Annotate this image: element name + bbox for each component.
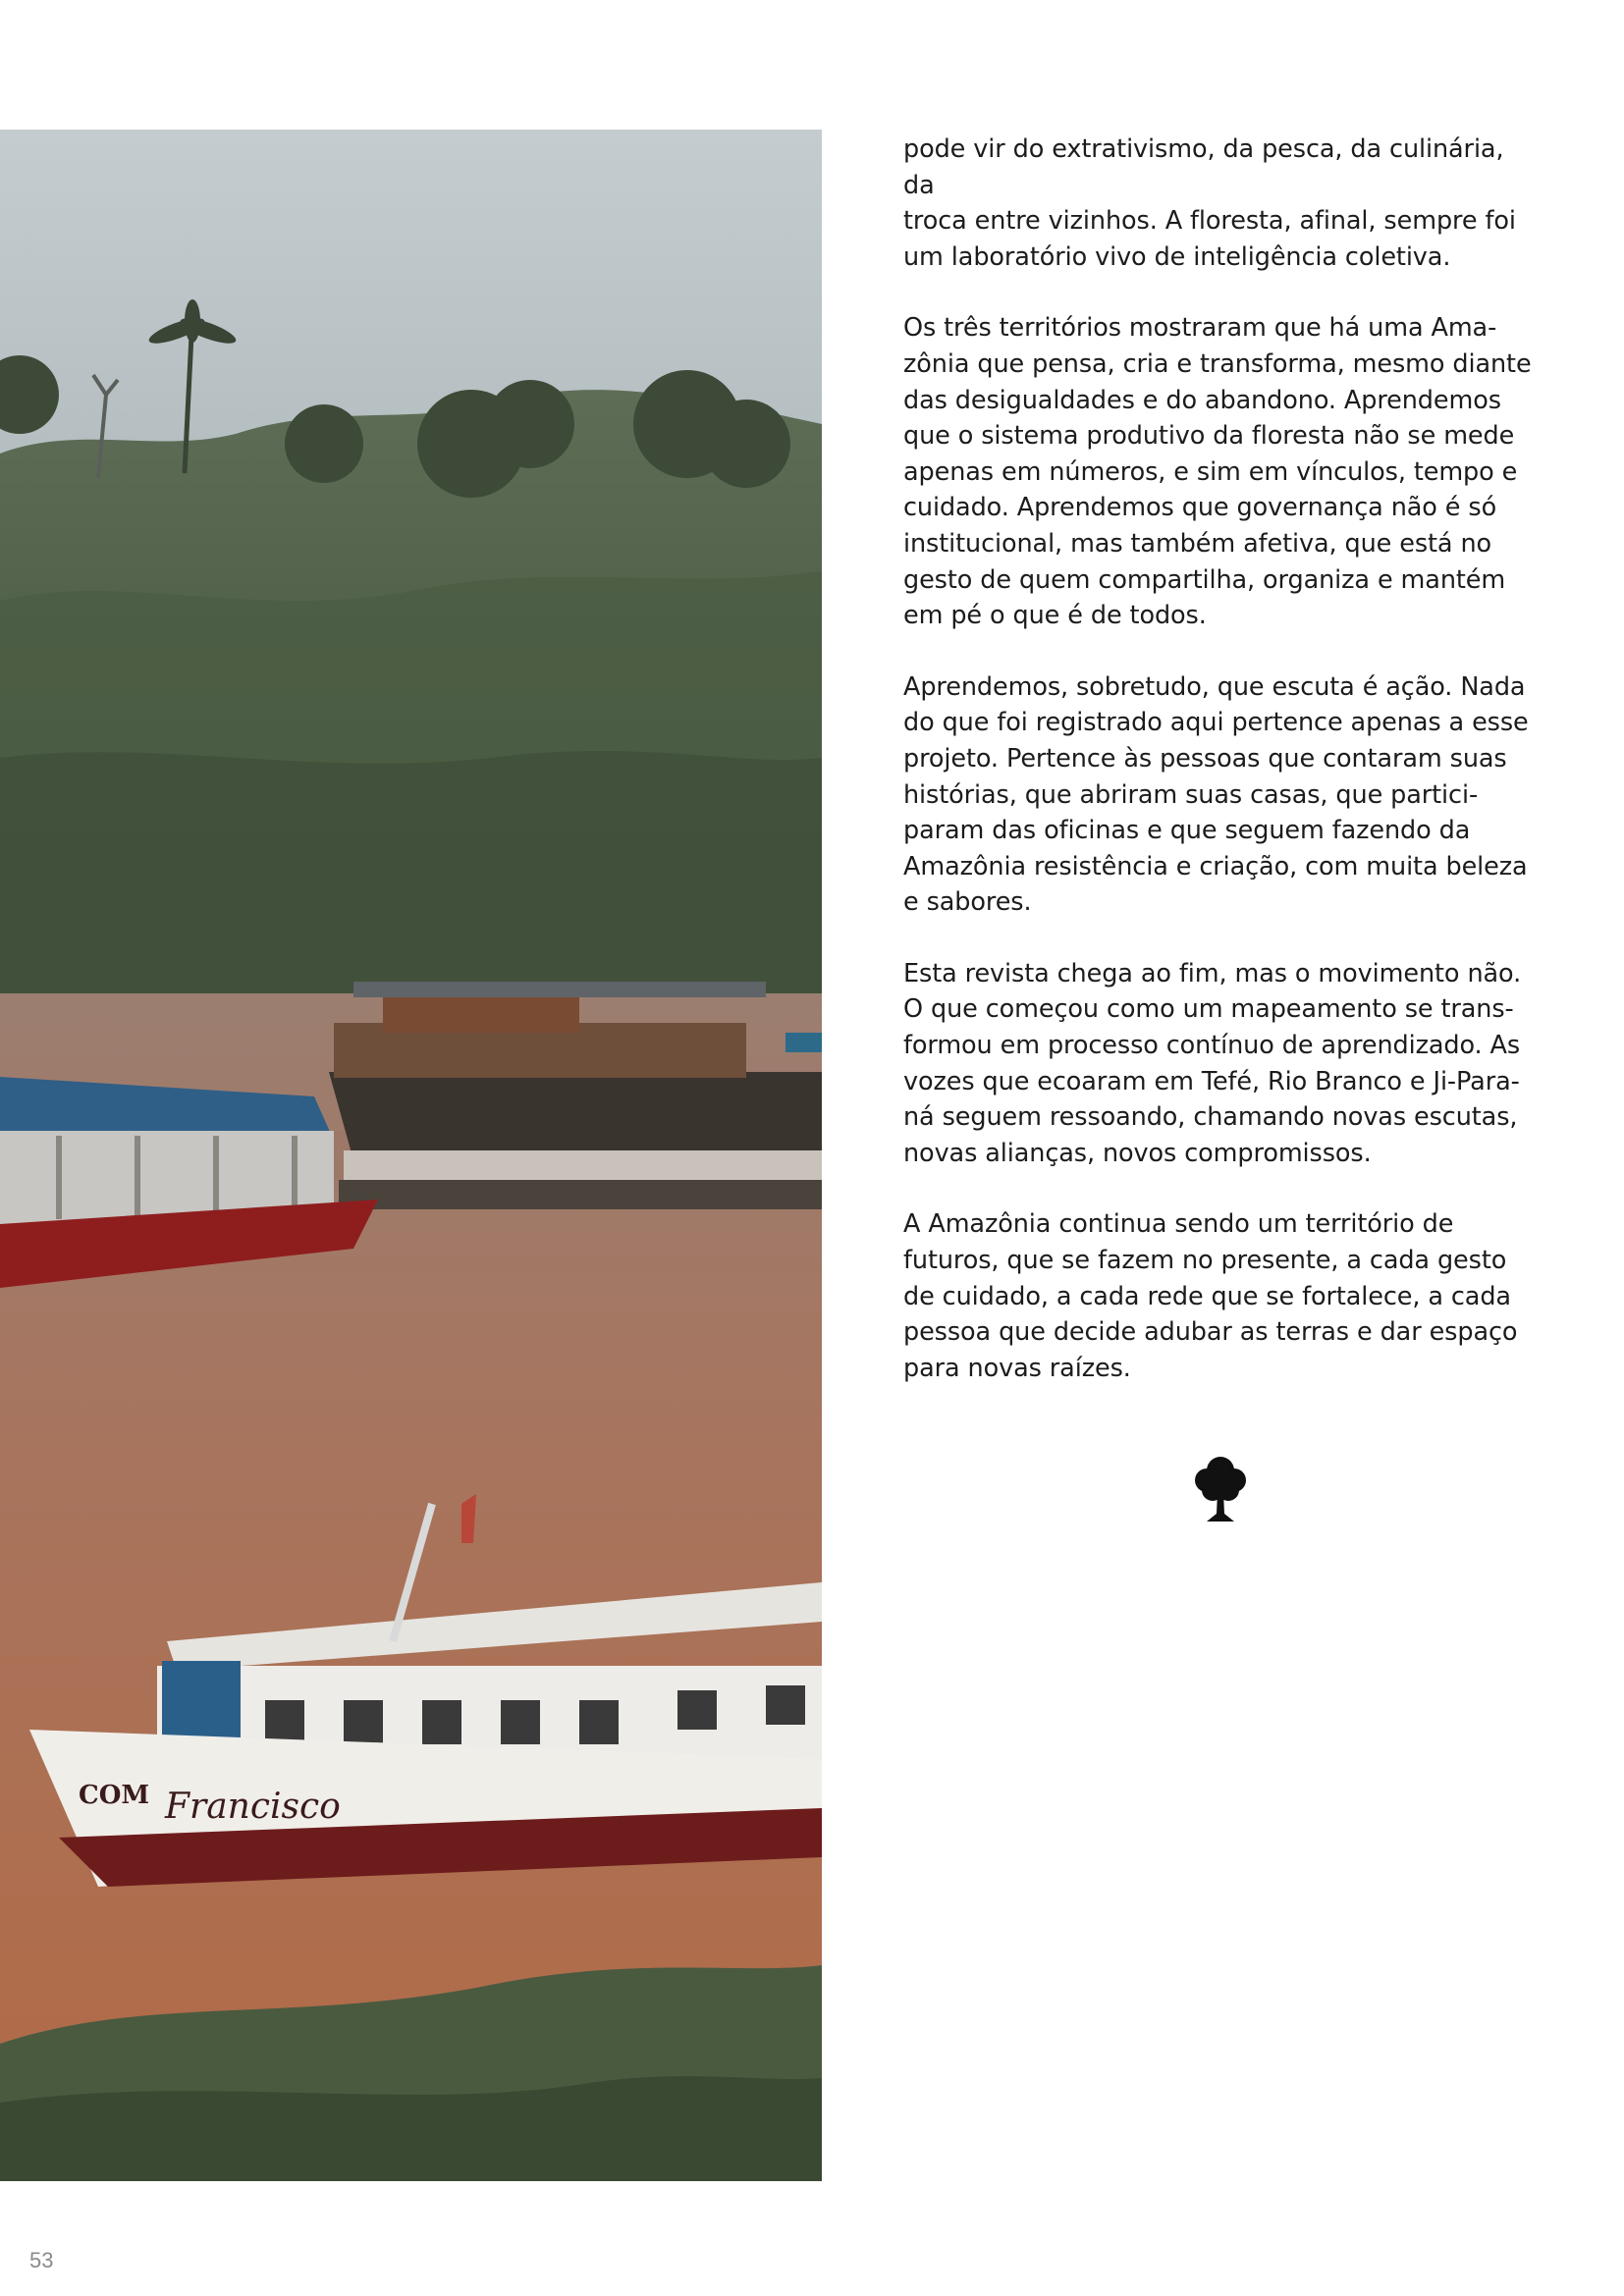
paragraph-5: A Amazônia continua sendo um território de futuros, que se fazem no presente, a cada gesto de cuidado, a cada rede que se fortalece, a cada pessoa que decide adubar as terras e dar espaço para novas raízes. [903, 1209, 1518, 1383]
boat-name-prefix: COM [79, 1781, 150, 1810]
boat-name: Francisco [165, 1787, 341, 1827]
tree-icon [1191, 1453, 1250, 1525]
article-text [903, 132, 1542, 1421]
photo-illustration [0, 130, 822, 2181]
paragraph-3: Aprendemos, sobretudo, que escuta é ação. Nada do que foi registrado aqui pertence apenas a esse projeto. Pertence às pessoas que contaram suas histórias, que abriram suas casas, que partici- param das oficinas e que seguem fazendo da Amazônia resistência e criação, com muita beleza e sabores. [903, 671, 1529, 918]
river-boats-photo [0, 130, 822, 2181]
paragraph-4: Esta revista chega ao fim, mas o movimento não. O que começou como um mapeamento se trans- formou em processo contínuo de aprendizado. As vozes que ecoaram em Tefé, Rio Branco e Ji-Para- ná seguem ressoando, chamando novas escutas, novas alianças, novos compromissos. [903, 958, 1522, 1168]
page-number: 53 [29, 2248, 54, 2272]
paragraph-2: Os três territórios mostraram que há uma Ama- zônia que pensa, cria e transforma, mesmo diante das desigualdades e do abandono. Aprendemos que o sistema produtivo da floresta não se mede apenas em números, e sim em vínculos, tempo e cuidado. Aprendemos que governança não é só institucional, mas também afetiva, que está no gesto de quem compartilha, organiza e mantém em pé o que é de todos. [903, 313, 1532, 631]
paragraph-1: pode vir do extrativismo, da pesca, da culinária, da troca entre vizinhos. A floresta, afinal, sempre foi um laboratório vivo de inteligência coletiva. [903, 134, 1516, 272]
